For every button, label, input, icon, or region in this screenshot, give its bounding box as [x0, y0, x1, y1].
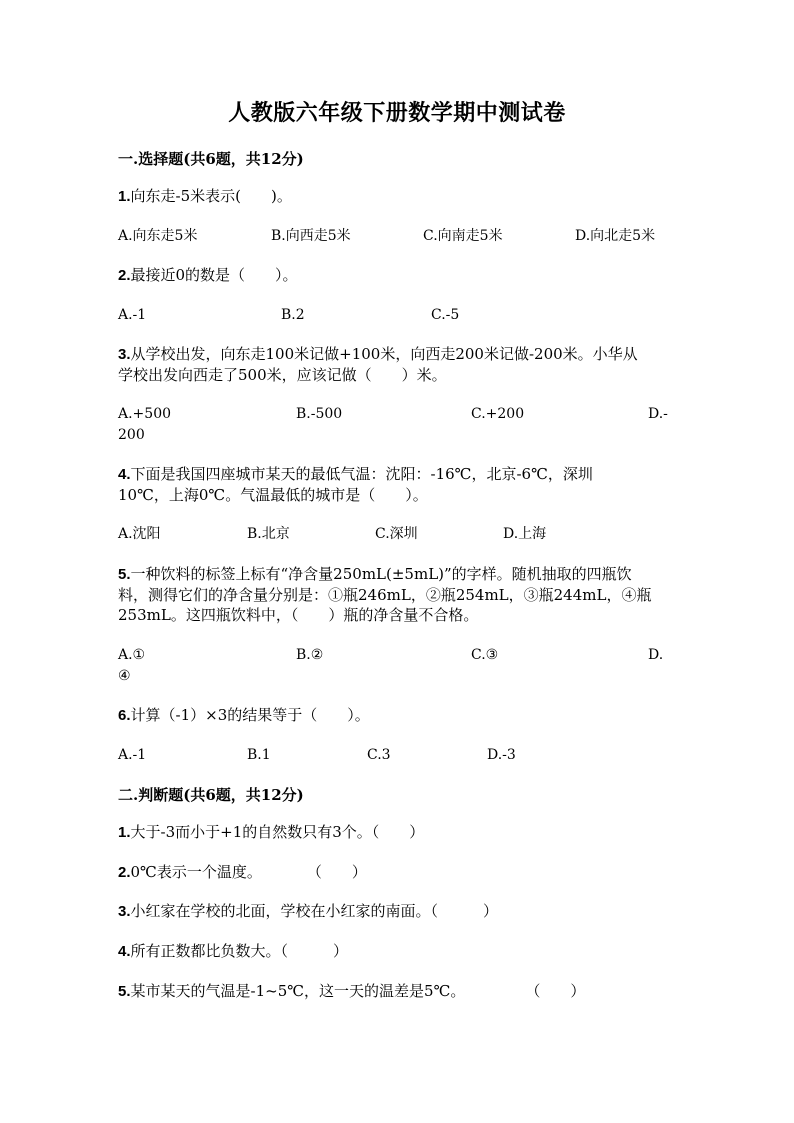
section-heading-choice: 一.选择题(共6题，共12分): [118, 150, 304, 168]
choice-question-4: [118, 464, 678, 505]
page-title: 人教版六年级下册数学期中测试卷: [228, 100, 566, 126]
judgment-question-2: [118, 862, 678, 883]
question-text: 小红家在学校的北面，学校在小红家的南面。（ ）: [130, 902, 499, 920]
question-number: 3.: [118, 346, 131, 363]
choice-question-6: [118, 705, 678, 726]
option-b: B.-500: [296, 406, 343, 422]
choice-question-3: [118, 344, 678, 385]
option-d: D.: [648, 647, 664, 663]
question-text-line-1: 从学校出发，向东走100米记做+100米，向西走200米记做-200米。小华从: [130, 345, 638, 363]
option-b: B.1: [247, 747, 271, 763]
question-number: 5.: [118, 566, 131, 583]
option-c: C.向南走5米: [423, 228, 503, 244]
question-number: 3.: [118, 903, 131, 920]
option-d: D.-3: [487, 747, 516, 763]
option-c: C.+200: [471, 406, 525, 422]
option-a: A.沈阳: [118, 526, 161, 542]
option-a: A.-1: [118, 747, 147, 763]
option-b: B.北京: [247, 526, 290, 542]
option-c: C.③: [471, 647, 499, 663]
question-text-line-1: 下面是我国四座城市某天的最低气温：沈阳：-16℃，北京-6℃，深圳: [130, 465, 593, 483]
question-number: 5.: [118, 983, 131, 1000]
option-b: B.②: [296, 647, 324, 663]
question-number: 4.: [118, 943, 131, 960]
question-text-line-2: 学校出发向西走了500米，应该记做（ ）米。: [118, 366, 447, 384]
option-c: C.3: [367, 747, 391, 763]
option-a: A.+500: [118, 406, 172, 422]
question-text-line-1: 一种饮料的标签上标有“净含量250mL(±5mL)”的字样。随机抽取的四瓶饮: [130, 565, 632, 583]
option-a: A.向东走5米: [118, 228, 198, 244]
question-number: 1.: [118, 188, 131, 205]
option-c: C.深圳: [375, 526, 418, 542]
option-d: D.上海: [503, 526, 547, 542]
judgment-question-1: [118, 822, 678, 843]
question-text: 向东走-5米表示( )。: [130, 187, 292, 205]
question-text: 大于-3而小于+1的自然数只有3个。（ ）: [130, 823, 425, 841]
question-number: 2.: [118, 267, 131, 284]
question-number: 4.: [118, 466, 131, 483]
question-text: 所有正数都比负数大。（ ）: [130, 942, 349, 960]
section-heading-judgment: 二.判断题(共6题，共12分): [118, 786, 304, 804]
option-c: C.-5: [431, 307, 460, 323]
question-text: 最接近0的数是（ ）。: [130, 266, 298, 284]
question-text: 0℃表示一个温度。 （ ）: [130, 863, 367, 881]
option-a: A.①: [118, 647, 146, 663]
question-text: 计算（-1）×3的结果等于（ ）。: [130, 706, 370, 724]
option-d-continued: 200: [118, 427, 145, 443]
question-number: 1.: [118, 824, 131, 841]
option-b: B.2: [281, 307, 305, 323]
question-text-line-2: 料，测得它们的净含量分别是：①瓶246mL，②瓶254mL，③瓶244mL，④瓶: [118, 586, 652, 604]
option-d: D.-: [648, 406, 668, 422]
question-text-line-2: 10℃，上海0℃。气温最低的城市是（ ）。: [118, 486, 428, 504]
judgment-question-3: [118, 901, 678, 922]
question-number: 6.: [118, 707, 131, 724]
choice-question-2: [118, 265, 678, 286]
choice-question-1: [118, 186, 678, 207]
option-d-continued: ④: [118, 668, 131, 684]
choice-question-5: [118, 564, 678, 625]
option-b: B.向西走5米: [271, 228, 351, 244]
option-d: D.向北走5米: [575, 228, 656, 244]
question-text-line-3: 253mL。这四瓶饮料中，（ ）瓶的净含量不合格。: [118, 606, 479, 624]
judgment-question-4: [118, 941, 678, 962]
option-a: A.-1: [118, 307, 147, 323]
question-text: 某市某天的气温是-1~5℃，这一天的温差是5℃。 （ ）: [130, 982, 586, 1000]
question-number: 2.: [118, 864, 131, 881]
judgment-question-5: [118, 981, 678, 1002]
